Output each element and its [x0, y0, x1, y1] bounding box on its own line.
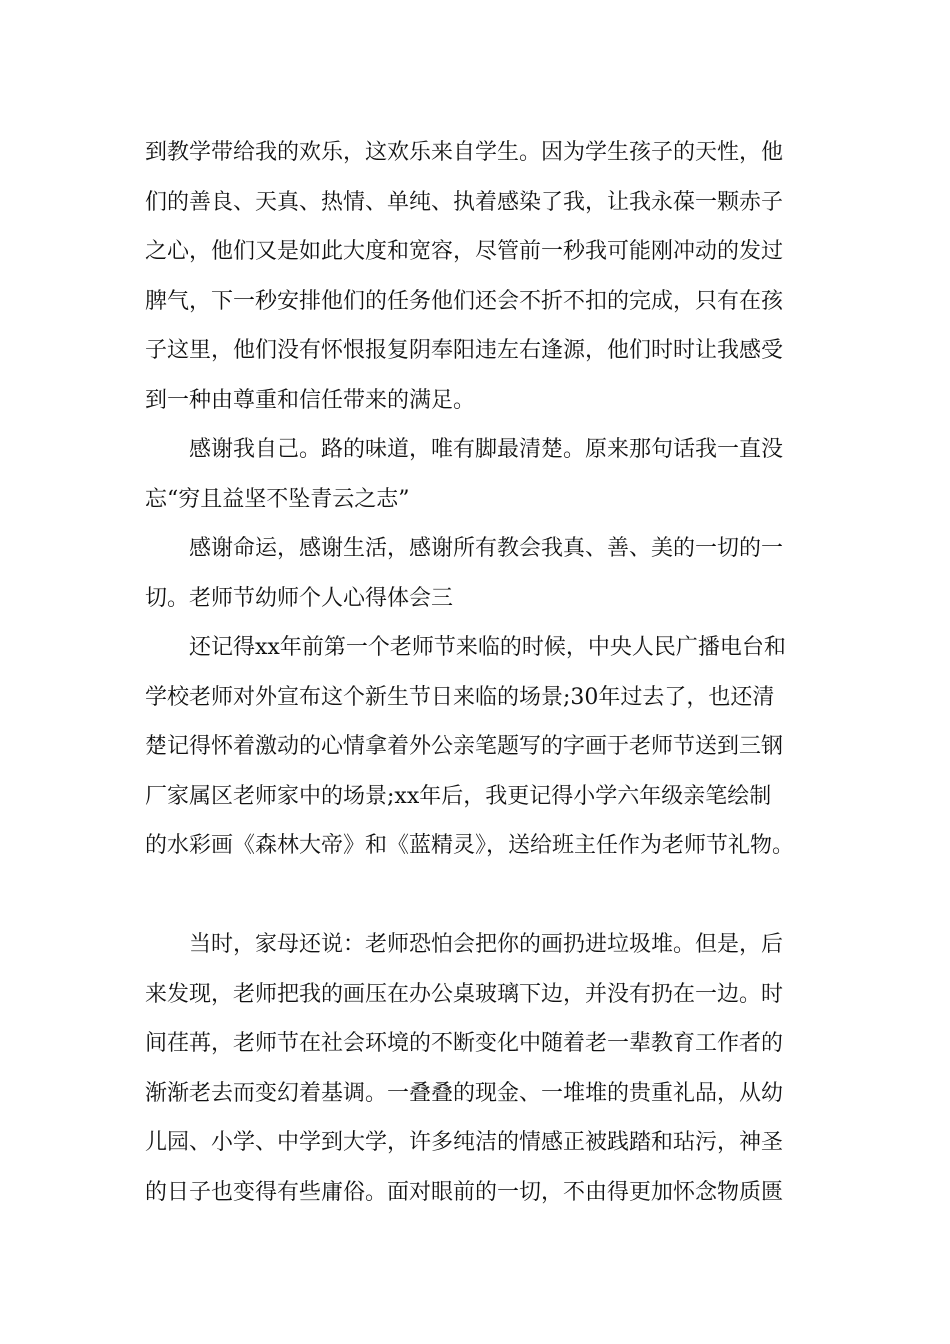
text-line: 之心，他们又是如此大度和宽容，尽管前一秒我可能刚冲动的发过 — [145, 239, 784, 264]
text-line: 楚记得怀着激动的心情拿着外公亲笔题写的字画于老师节送到三钢 — [145, 734, 784, 759]
paragraph-first-line: 感谢命运，感谢生活，感谢所有教会我真、善、美的一切的一 — [189, 536, 784, 561]
text-line: 忘“穷且益坚不坠青云之志” — [145, 486, 410, 512]
text-line: 来发现，老师把我的画压在办公桌玻璃下边，并没有扔在一边。时 — [145, 981, 784, 1007]
text-line: 到一种由尊重和信任带来的满足。 — [145, 387, 476, 413]
text-line: 渐渐老去而变幻着基调。一叠叠的现金、一堆堆的贵重礼品，从幼 — [145, 1080, 784, 1106]
paragraph-first-line: 当时，家母还说：老师恐怕会把你的画扔进垃圾堆。但是，后 — [189, 932, 784, 957]
text-section-2 — [145, 920, 815, 1217]
text-line: 脾气，下一秒安排他们的任务他们还会不折不扣的完成，只有在孩 — [145, 288, 784, 314]
text-line: 儿园、小学、中学到大学，许多纯洁的情感正被践踏和玷污，神圣 — [145, 1130, 784, 1155]
text-line: 切。老师节幼师个人心得体会三 — [145, 585, 454, 611]
text-section-1 — [145, 128, 815, 871]
text-line: 的日子也变得有些庸俗。面对眼前的一切，不由得更加怀念物质匮 — [145, 1179, 784, 1205]
text-line: 们的善良、天真、热情、单纯、执着感染了我，让我永葆一颗赤子 — [145, 189, 784, 215]
paragraph-first-line: 还记得xx年前第一个老师节来临的时候，中央人民广播电台和 — [189, 635, 786, 660]
text-line: 子这里，他们没有怀恨报复阴奉阳违左右逢源，他们时时让我感受 — [145, 338, 784, 363]
text-line: 间荏苒，老师节在社会环境的不断变化中随着老一辈教育工作者的 — [145, 1031, 784, 1056]
text-line: 学校老师对外宣布这个新生节日来临的场景;30年过去了，也还清 — [145, 684, 775, 710]
text-line: 的水彩画《森林大帝》和《蓝精灵》，送给班主任作为老师节礼物。 — [145, 833, 795, 858]
text-line: 到教学带给我的欢乐，这欢乐来自学生。因为学生孩子的天性，他 — [145, 140, 784, 165]
text-line: 厂家属区老师家中的场景;xx年后，我更记得小学六年级亲笔绘制 — [145, 783, 772, 809]
paragraph-first-line: 感谢我自己。路的味道，唯有脚最清楚。原来那句话我一直没 — [189, 437, 784, 462]
